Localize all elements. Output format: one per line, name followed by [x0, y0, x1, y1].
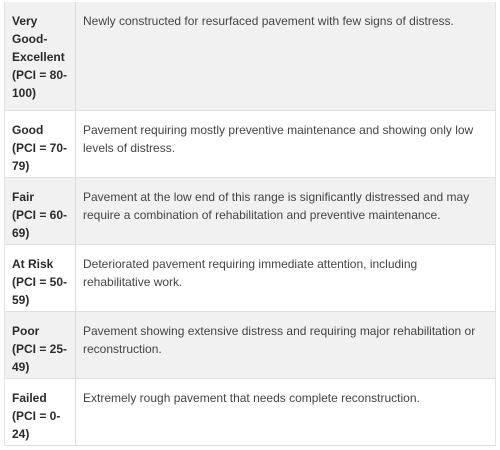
condition-line: 49) — [12, 360, 30, 374]
condition-line: (PCI = 50- — [12, 275, 68, 289]
condition-cell — [5, 312, 76, 378]
condition-line: Good — [12, 123, 44, 137]
table-row — [5, 312, 495, 379]
condition-cell — [5, 245, 76, 311]
description-cell: Deteriorated pavement requiring immediate attention, including rehabilitative work. — [83, 257, 418, 289]
condition-line: (PCI = 0- — [12, 409, 61, 423]
condition-line: Fair — [12, 190, 35, 204]
condition-line: (PCI = 25- — [12, 342, 68, 356]
description-cell: Pavement requiring mostly preventive maintenance and showing only low levels of distress. — [83, 123, 474, 155]
condition-line: At Risk — [12, 257, 54, 271]
table-row — [5, 178, 495, 245]
table-row — [5, 379, 495, 446]
condition-cell — [5, 2, 76, 110]
condition-line: Excellent — [12, 50, 65, 64]
description-cell: Pavement showing extensive distress and requiring major rehabilitation or reconstruction. — [83, 324, 476, 356]
description-cell: Extremely rough pavement that needs complete reconstruction. — [83, 391, 420, 405]
condition-line: (PCI = 70- — [12, 141, 68, 155]
condition-cell — [5, 379, 76, 445]
condition-line: (PCI = 80- — [12, 68, 68, 82]
description-cell: Newly constructed for resurfaced pavement with few signs of distress. — [83, 14, 454, 28]
condition-line: Poor — [12, 324, 40, 338]
table-row — [5, 111, 495, 178]
condition-line: Good- — [12, 32, 48, 46]
condition-line: Failed — [12, 391, 47, 405]
condition-line: (PCI = 60- — [12, 208, 68, 222]
pci-condition-table — [4, 2, 496, 446]
condition-line: 79) — [12, 159, 30, 173]
condition-line: 59) — [12, 293, 30, 307]
condition-cell — [5, 111, 76, 177]
condition-line: 100) — [12, 86, 37, 100]
condition-line: 69) — [12, 226, 30, 240]
condition-line: Very — [12, 14, 38, 28]
condition-line: 24) — [12, 427, 30, 441]
table-row — [5, 245, 495, 312]
table-row — [5, 2, 495, 111]
description-cell: Pavement at the low end of this range is significantly distressed and may require a combination of rehabilitation and preventive maintenance. — [83, 190, 470, 222]
condition-cell — [5, 178, 76, 244]
